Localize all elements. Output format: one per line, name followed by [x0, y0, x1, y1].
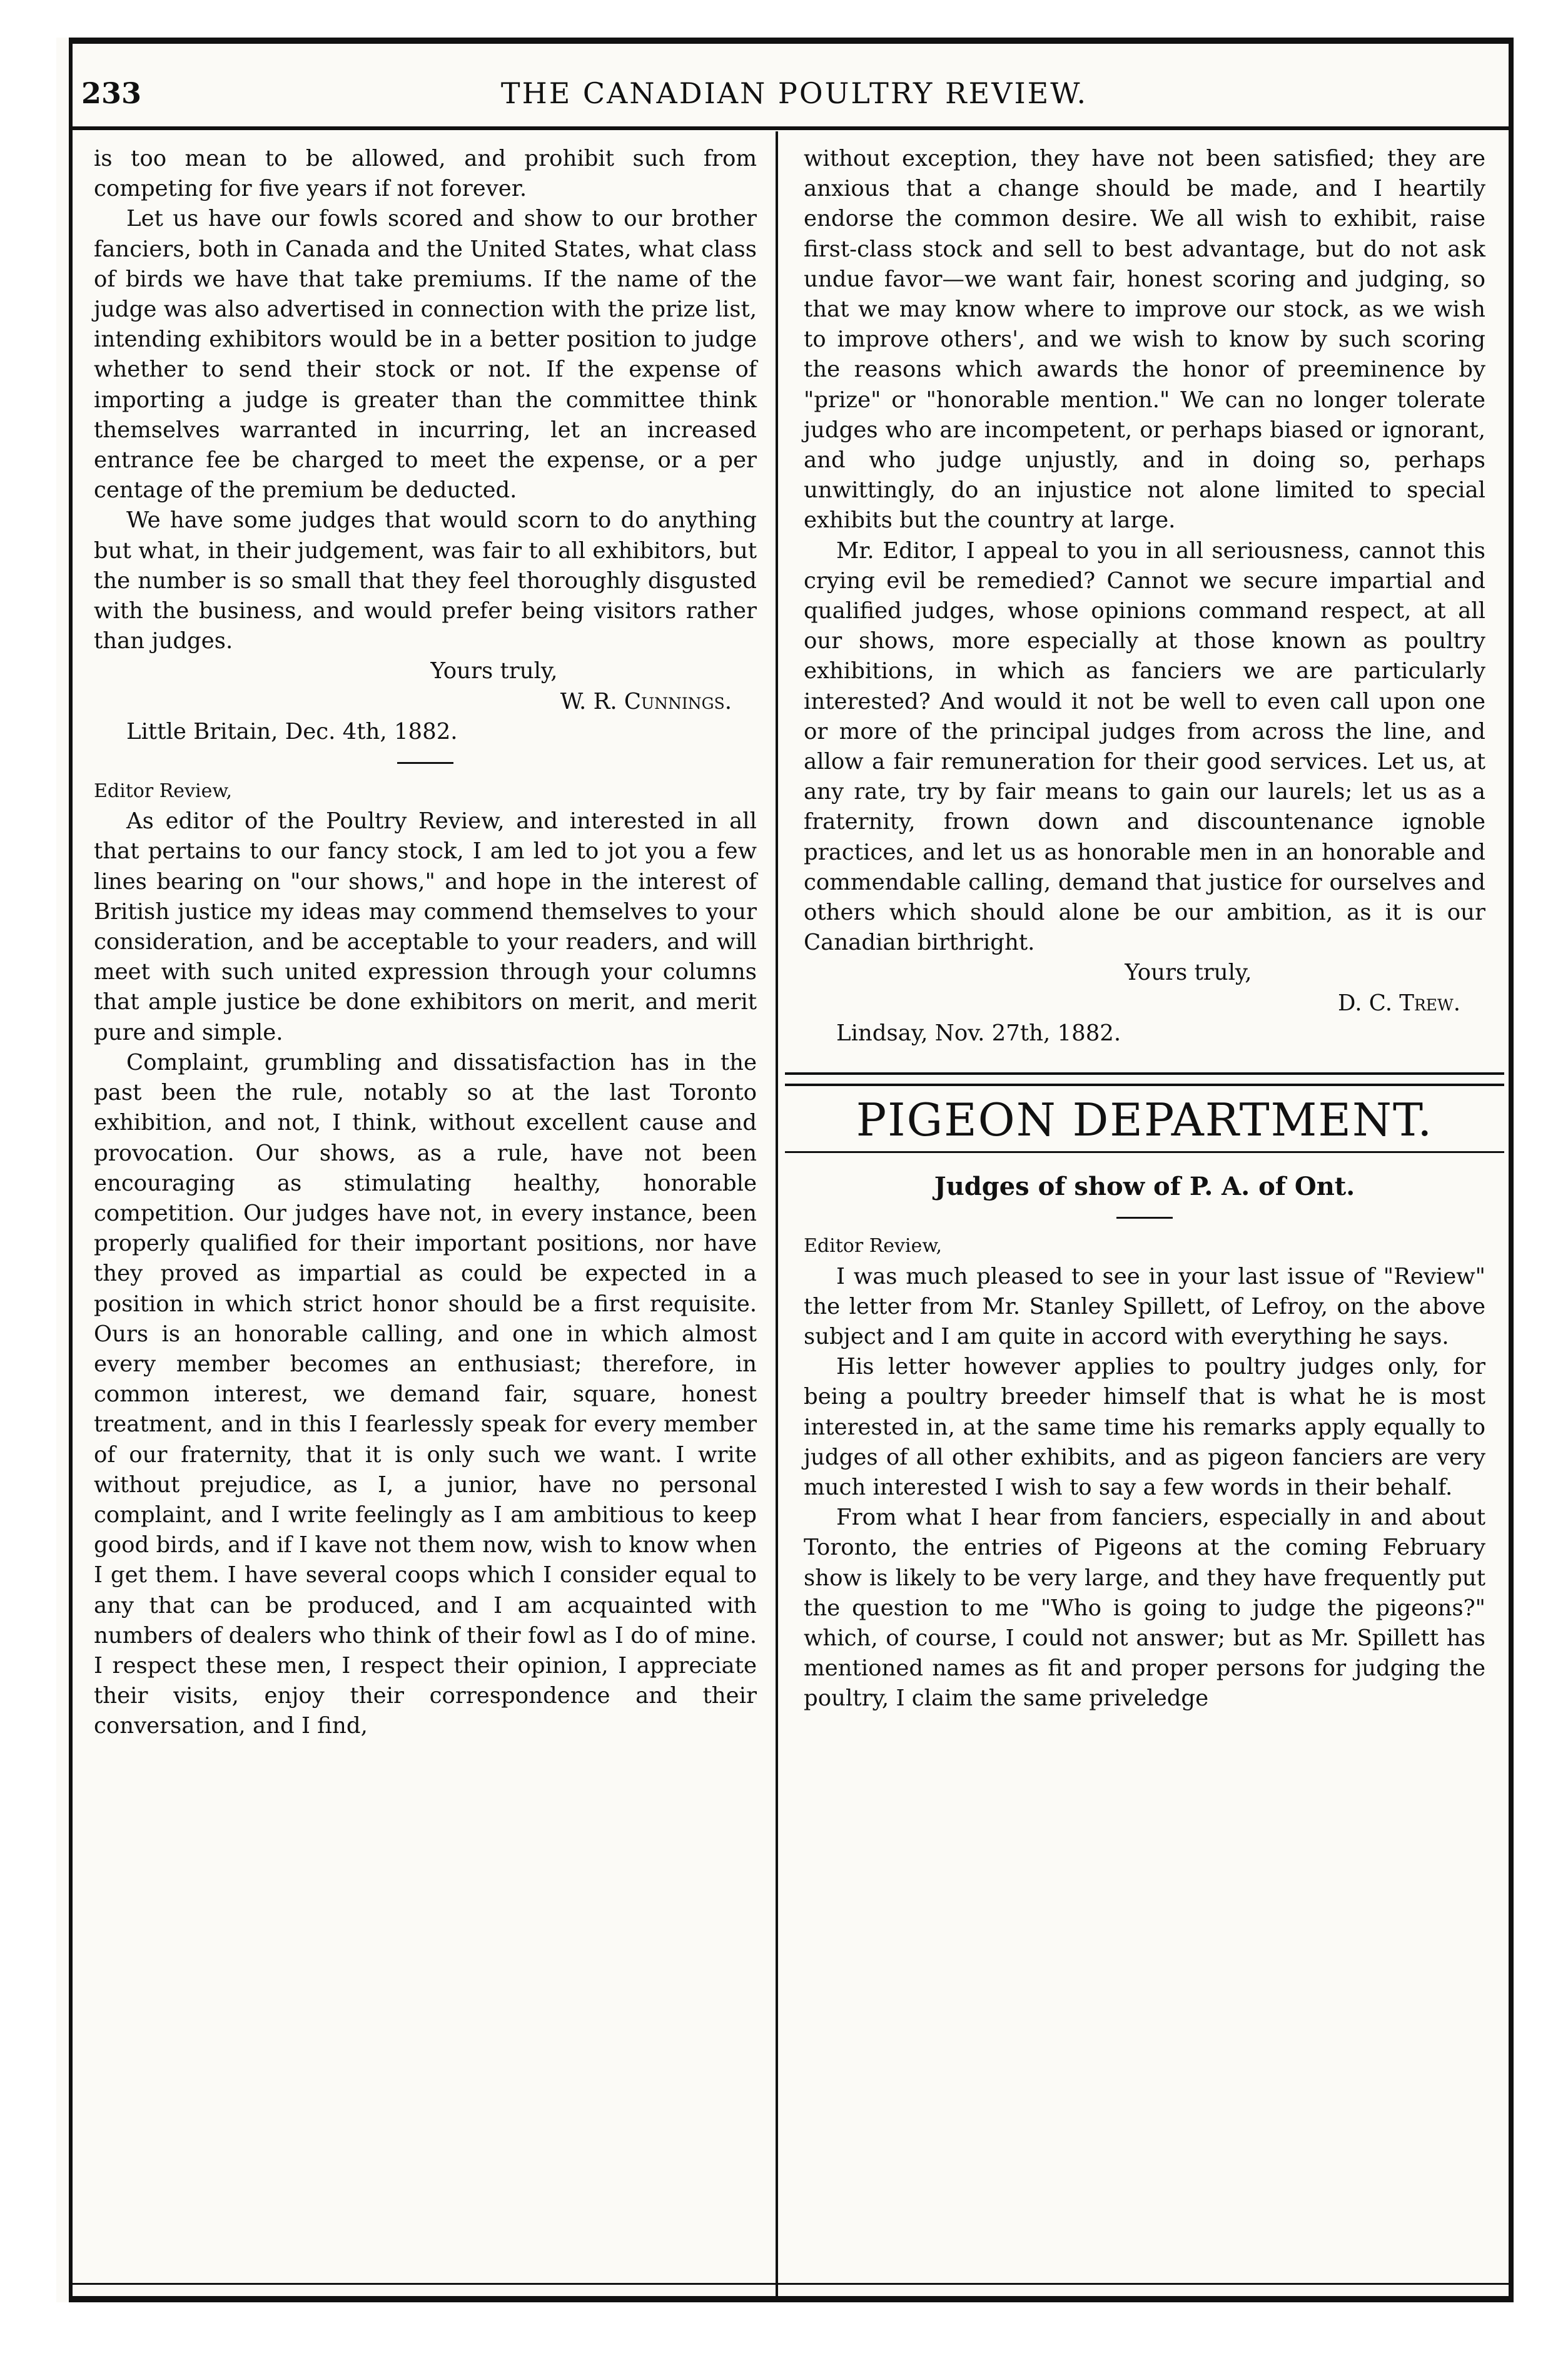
letter-closing: Yours truly, [1125, 960, 1252, 986]
page-header [81, 76, 1507, 133]
left-column [94, 144, 757, 1742]
department-rule [785, 1151, 1504, 1153]
paragraph: Complaint, grumbling and dissatisfaction has in the past been the rule, notably so at the last Toronto exhibition, and not, I think, without excellent cause and provocation. Our shows, as a rule, have not been encouraging as stimulating healthy, honorable competition. Our judges have not, in every instance, been properly qualified for their important positions, nor have they proved as impartial as could be expected in a position in which strict honor should be a first requisite. Ours is an honorable calling, and one in which almost every member becomes an enthusiast; therefore, in common interest, we demand fair, square, honest treatment, and in this I fearlessly speak for every member of our fraternity, that it is only such we want. I write without prejudice, as I, a junior, have no personal complaint, and I write feelingly as I am ambitious to keep good birds, and if I kave not them now, wish to know when I get them. I have several coops which I consider equal to any that can be produced, and I am acquainted with numbers of dealers who think of their fowl as I do of mine. I respect these men, I respect their opinion, I appreciate their visits, enjoy their correspondence and their conversation, and I find, [94, 1049, 757, 1739]
paragraph: We have some judges that would scorn to do anything but what, in their judgement, was fair to all exhibitors, but the number is so small that they feel thoroughly disgusted with the business, and would prefer being visitors rather than judges. [94, 507, 757, 654]
header-rule [69, 126, 1514, 130]
paragraph: From what I hear from fanciers, especially in and about Toronto, the entries of Pigeons at the coming February show is likely to be very large, and they have frequently put the question to me "Who is going to judge the pigeons?" which, of course, I could not answer; but as Mr. Spillett has mentioned names as fit and proper persons for judging the poultry, I claim the same priveledge [804, 1505, 1485, 1712]
right-column [804, 144, 1485, 1714]
paragraph: As editor of the Poultry Review, and interested in all that pertains to our fancy stock, I am led to jot you a few lines bearing on "our shows," and hope in the interest of British justice my ideas may commend themselves to your consideration, and be acceptable to your readers, and will meet with such united expression through your columns that ample justice be done exhibitors on merit, and merit pure and simple. [94, 808, 757, 1045]
right-frame-rule [1509, 38, 1514, 2302]
department-double-rule [785, 1072, 1504, 1086]
column-divider [776, 131, 778, 2296]
left-frame-rule [69, 38, 73, 2302]
paragraph: I was much pleased to see in your last issue of "Review" the letter from Mr. Stanley Spillett, of Lefroy, on the above subject and I am quite in accord with everything he says. [804, 1263, 1485, 1349]
newspaper-page [56, 38, 1514, 2302]
footer-rule [69, 2283, 1514, 2285]
bottom-frame-rule [69, 2296, 1514, 2302]
paragraph: Mr. Editor, I appeal to you in all seriousness, cannot this crying evil be remedied? Cannot we secure impartial and qualified judges, whose opinions command respect, at all our shows, more especially at those known as poultry exhibitions, in which as fanciers we are particularly interested? And would it not be well to even call upon one or more of the principal judges from across the line, and allow a fair remuneration for their good services. Let us, at any rate, try by fair means to gain our laurels; let us as a fraternity, frown down and discountenance ignoble practices, and let us as honorable men in an honorable and commendable calling, demand that justice for ourselves and others which should alone be our ambition, as it is our Canadian birthright. [804, 537, 1485, 956]
paragraph: Let us have our fowls scored and show to our brother fanciers, both in Canada and the United States, what class of birds we have that take premiums. If the name of the judge was also advertised in connection with the prize list, intending exhibitors would be in a better position to judge whether to send their stock or not. If the expense of importing a judge is greater than the committee think themselves warranted in incurring, let an increased entrance fee be charged to meet the expense, or a per centage of the premium be deducted. [94, 206, 757, 504]
letter-salutation: Editor Review, [804, 1235, 942, 1258]
paragraph: His letter however applies to poultry judges only, for being a poultry breeder himself that is what he is most interested in, at the same time his remarks apply equally to judges of all other exhibits, and as pigeon fanciers are very much interested I wish to say a few words in their behalf. [804, 1354, 1485, 1500]
article-subheading: Judges of show of P. A. of Ont. [934, 1172, 1355, 1202]
section-separator [1116, 1217, 1173, 1219]
page-number: 233 [81, 76, 142, 110]
top-rule [69, 38, 1514, 44]
letter-salutation: Editor Review, [94, 780, 232, 803]
letter-signature: D. C. Trew. [1338, 990, 1460, 1016]
letter-place-date: Lindsay, Nov. 27th, 1882. [836, 1020, 1121, 1046]
department-title: PIGEON DEPARTMENT. [856, 1094, 1434, 1147]
paragraph: without exception, they have not been satisfied; they are anxious that a change should be made, and I heartily endorse the common desire. We all wish to exhibit, raise first-class stock and sell to best advantage, but do not ask undue favor—we want fair, honest scoring and judging, so that we may know where to improve our stock, as we wish to improve others', and we wish to know by such scoring the reasons which awards the honor of preeminence by "prize" or "honorable mention." We can no longer tolerate judges who are incompetent, or perhaps biased or ignorant, and who judge unjustly, and in doing so, perhaps unwittingly, do an injustice not alone limited to special exhibits but the country at large. [804, 146, 1485, 534]
letter-closing: Yours truly, [430, 658, 558, 684]
paragraph: is too mean to be allowed, and prohibit such from competing for five years if not forever. [94, 146, 757, 202]
letter-signature: W. R. Cunnings. [560, 688, 732, 714]
running-head: THE CANADIAN POULTRY REVIEW. [500, 76, 1088, 110]
section-separator [397, 762, 453, 764]
letter-place-date: Little Britain, Dec. 4th, 1882. [126, 718, 458, 744]
